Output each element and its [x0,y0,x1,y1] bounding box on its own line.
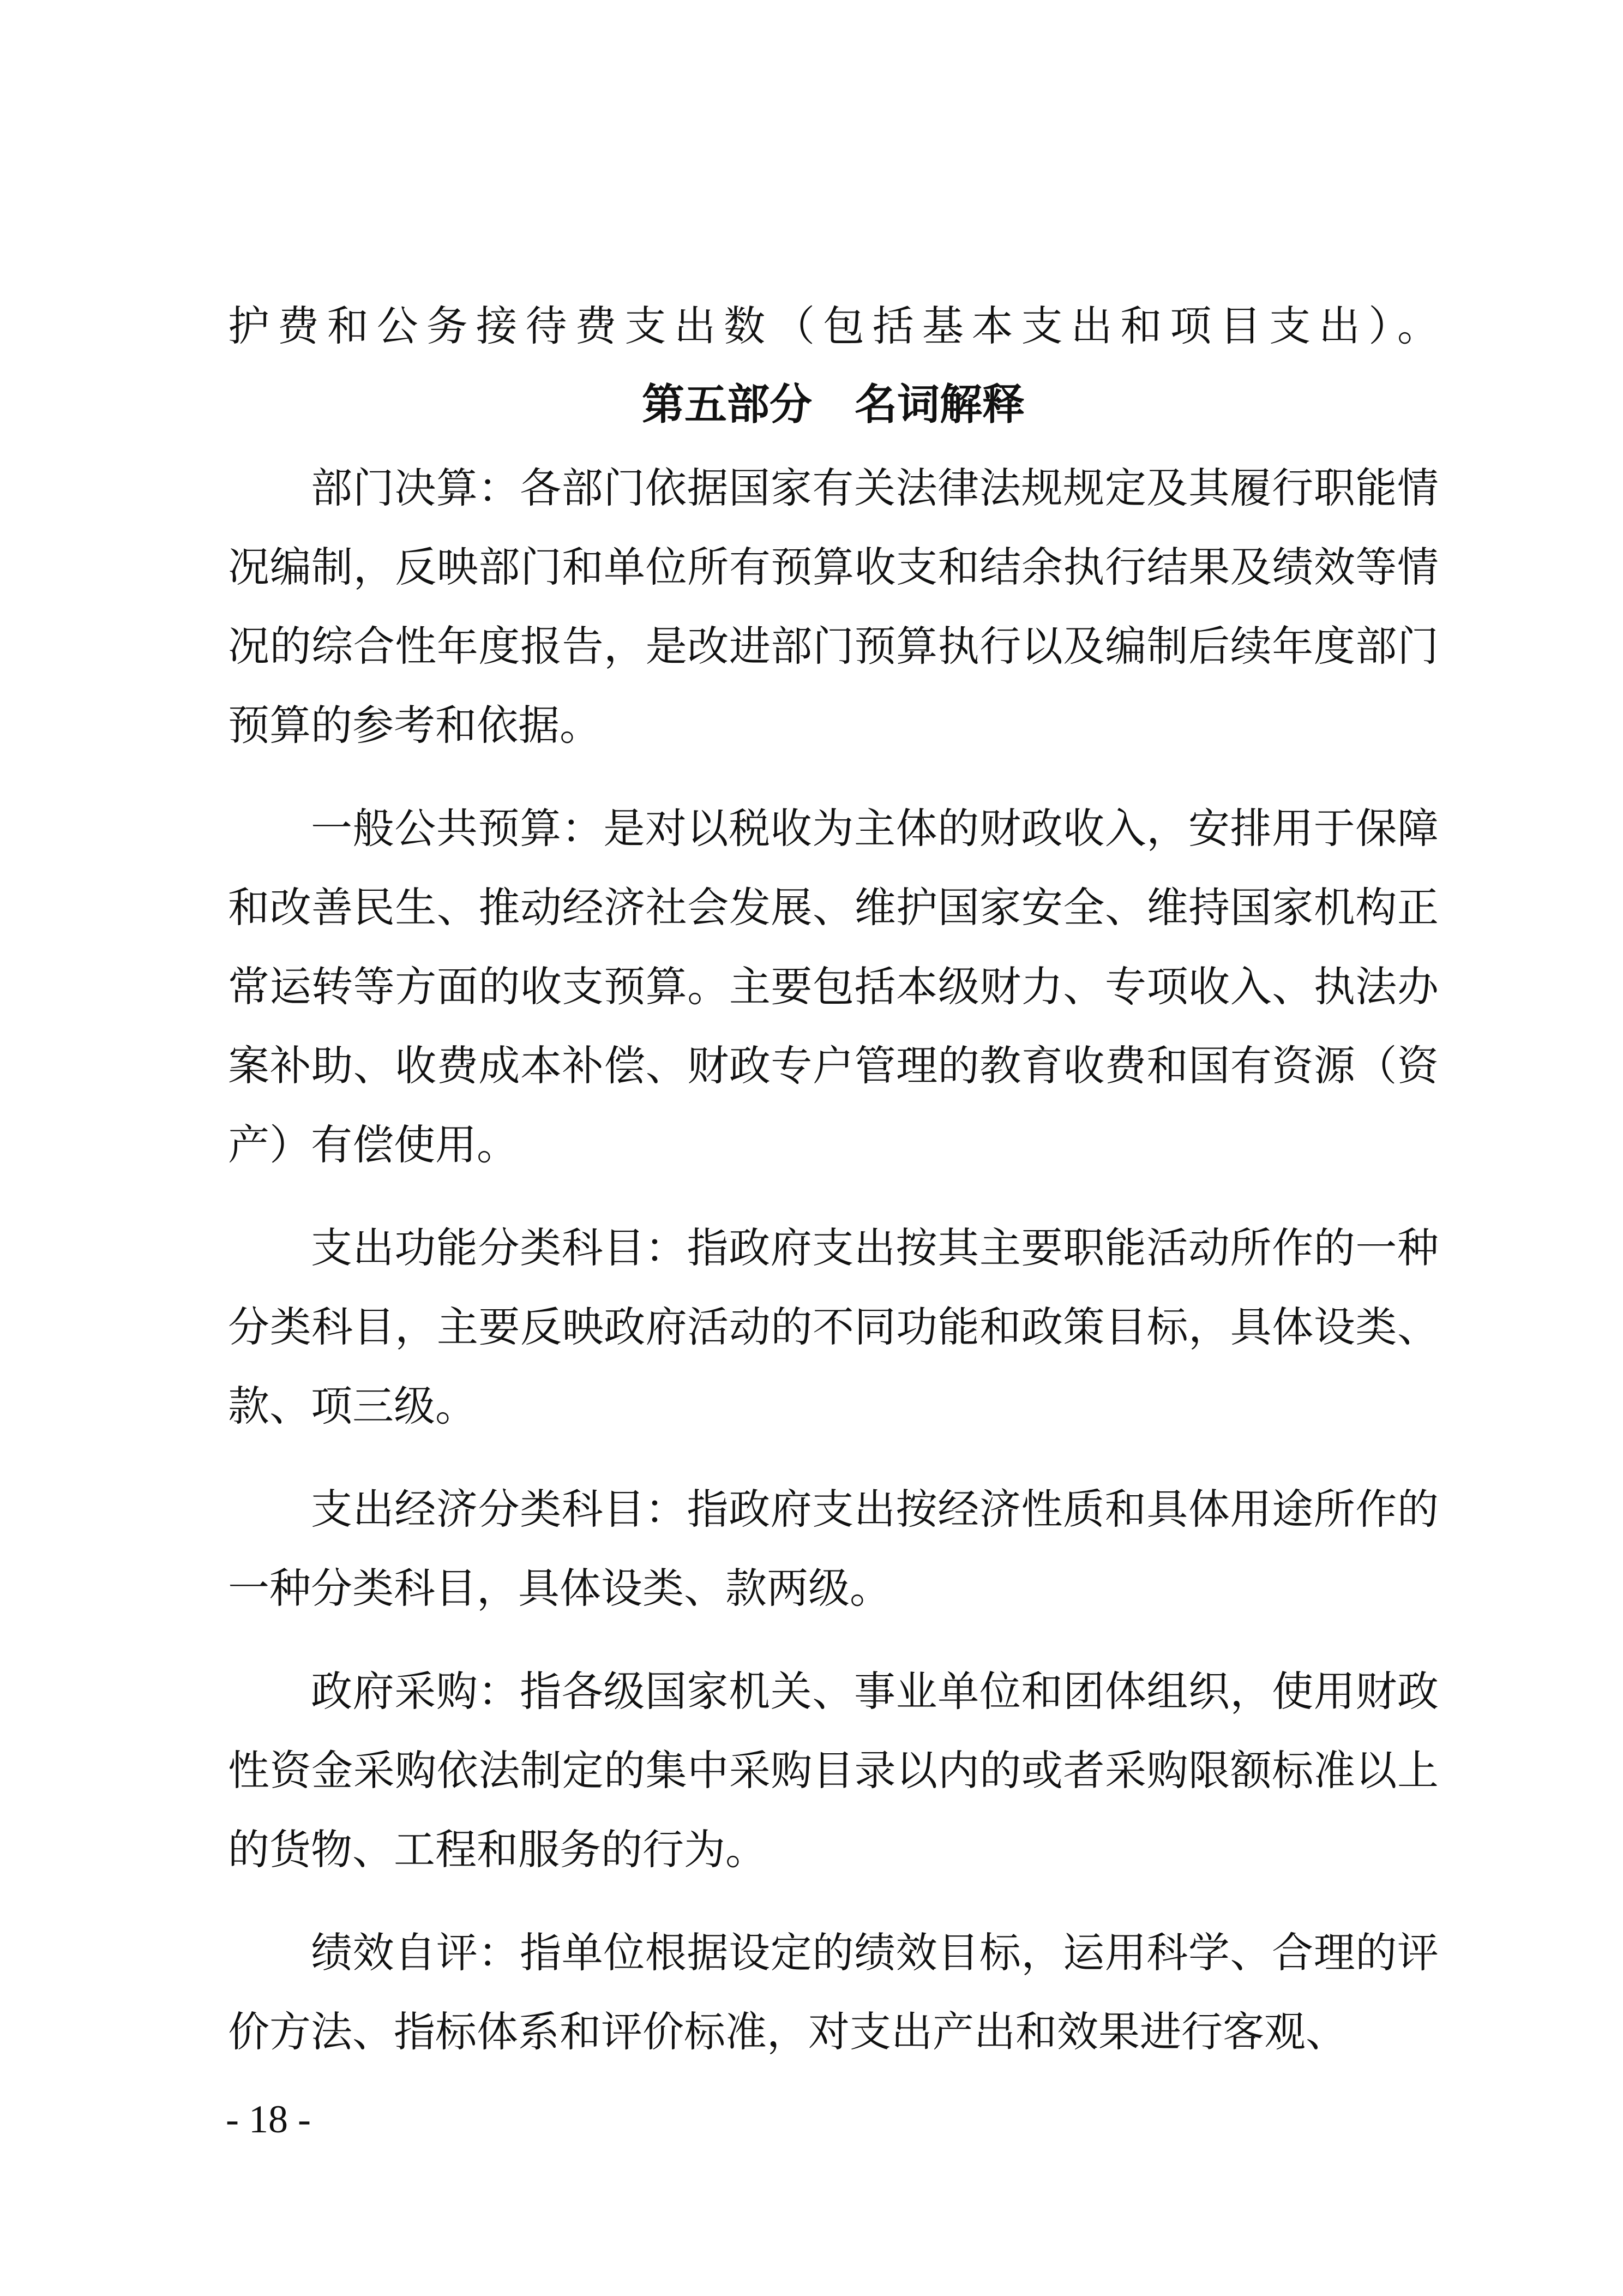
paragraph-department-final-accounts [228,448,1439,765]
section-title: 第五部分 名词解释 [641,380,1025,429]
term-definition: 指政府支出按经济性质和具体用途所作的一种分类科目，具体设类、款两级。 [228,1485,1439,1612]
term-label: 支出功能分类科目： [311,1224,687,1272]
term-label: 绩效自评： [311,1928,520,1977]
paragraph-performance-self-evaluation [228,1913,1439,2071]
term-definition: 各部门依据国家有关法律法规规定及其履行职能情况编制，反映部门和单位所有预算收支和结余执行结果及绩效等情况的综合性年度报告，是改进部门预算执行以及编制后续年度部门预算的参考和依据。 [228,464,1439,750]
term-label: 部门决算： [311,464,520,512]
term-definition: 指政府支出按其主要职能活动所作的一种分类科目，主要反映政府活动的不同功能和政策目标，具体设类、款、项三级。 [228,1224,1439,1430]
term-label: 政府采购： [311,1667,520,1716]
paragraph-general-public-budget [228,789,1439,1184]
term-definition: 是对以税收为主体的财政收入，安排用于保障和改善民生、推动经济社会发展、维护国家安全、维持国家机构正常运转等方面的收支预算。主要包括本级财力、专项收入、执法办案补助、收费成本补偿、财政专户管理的教育收费和国有资源（资产）有偿使用。 [228,804,1439,1169]
term-definition: 指单位根据设定的绩效目标，运用科学、合理的评价方法、指标体系和评价标准，对支出产出和效果进行客观、 [228,1928,1439,2056]
term-label: 支出经济分类科目： [311,1485,687,1533]
paragraph-government-procurement [228,1652,1439,1889]
page-number: - 18 - [226,2097,311,2141]
continued-text: 护费和公务接待费支出数（包括基本支出和项目支出）。 [228,302,1439,350]
term-label: 一般公共预算： [311,804,604,853]
document-body [228,299,1439,2071]
paragraph-economic-classification [228,1470,1439,1628]
term-definition: 指各级国家机关、事业单位和团体组织，使用财政性资金采购依法制定的集中采购目录以内的或者采购限额标准以上的货物、工程和服务的行为。 [228,1667,1439,1874]
paragraph-functional-classification [228,1208,1439,1446]
